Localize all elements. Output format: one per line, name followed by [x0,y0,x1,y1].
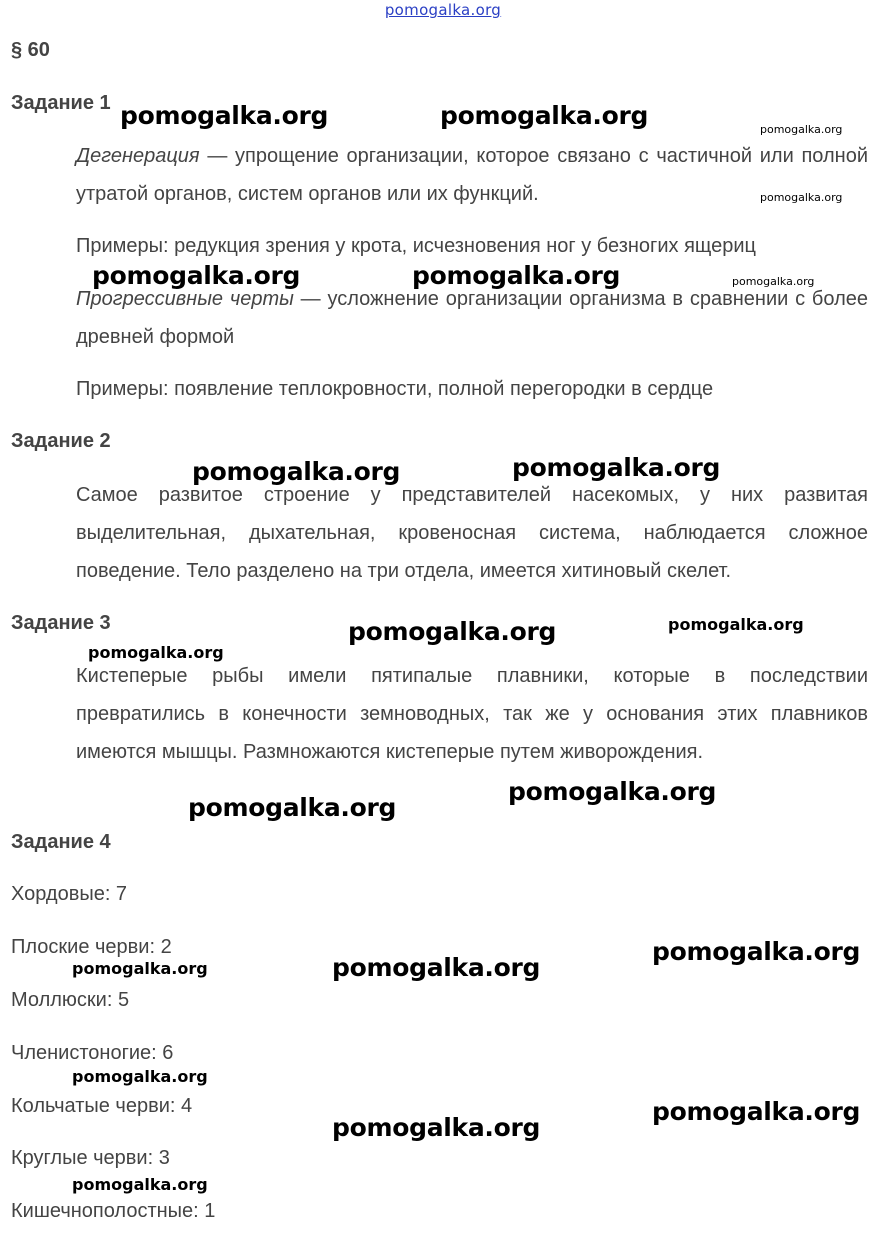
section-title: § 60 [11,39,50,61]
task-1-heading: Задание 1 [11,92,111,114]
list-item-mollusks: Моллюски: 5 [11,989,130,1011]
watermark: pomogalka.org [88,643,224,662]
watermark: pomogalka.org [120,101,329,130]
degeneration-text: — упрощение организации, которое связано с частичной или полной утратой органов, систем органов или их функций. [76,145,868,205]
watermark: pomogalka.org [188,793,397,822]
task-1-examples-progressive: Примеры: появление теплокровности, полной перегородки в сердце [76,378,714,400]
watermark: pomogalka.org [72,1067,208,1086]
watermark: pomogalka.org [72,959,208,978]
task-3-text: Кистеперые рыбы имели пятипалые плавники, которые в последствии превратились в конечности земноводных, так же у основания этих плавников имеются мышцы. Размножаются кистеперые путем живорождения. [76,665,868,763]
watermark: pomogalka.org [412,261,621,290]
watermark: pomogalka.org [72,1175,208,1194]
watermark: pomogalka.org [508,777,717,806]
list-item-arthropods: Членистоногие: 6 [11,1042,174,1064]
progressive-term: Прогрессивные черты [76,288,294,310]
watermark: pomogalka.org [440,101,649,130]
task-1-examples-degeneration: Примеры: редукция зрения у крота, исчезновения ног у безногих ящериц [76,235,756,257]
list-item-roundworms: Круглые черви: 3 [11,1147,170,1169]
progressive-text: — усложнение организации организма в сравнении с более древней формой [76,288,868,348]
watermark: pomogalka.org [512,453,721,482]
watermark: pomogalka.org [760,123,843,136]
watermark: pomogalka.org [192,457,401,486]
task-4-heading: Задание 4 [11,831,111,853]
task-1-definition-progressive [76,280,868,356]
degeneration-term: Дегенерация [76,145,200,167]
watermark: pomogalka.org [332,1113,541,1142]
task-3-heading: Задание 3 [11,612,111,634]
list-item-flatworms: Плоские черви: 2 [11,936,172,958]
watermark: pomogalka.org [668,615,804,634]
watermark: pomogalka.org [332,953,541,982]
list-item-coelenterates: Кишечнополостные: 1 [11,1200,216,1222]
list-item-chordates: Хордовые: 7 [11,883,128,905]
list-item-annelids: Кольчатые черви: 4 [11,1095,193,1117]
watermark: pomogalka.org [652,1097,861,1126]
task-1-definition-degeneration [76,137,868,213]
task-2-heading: Задание 2 [11,430,111,452]
watermark: pomogalka.org [732,275,815,288]
watermark: pomogalka.org [348,617,557,646]
watermark: pomogalka.org [760,191,843,204]
watermark: pomogalka.org [652,937,861,966]
site-header-link[interactable]: pomogalka.org [384,1,502,19]
watermark: pomogalka.org [92,261,301,290]
task-2-text: Самое развитое строение у представителей насекомых, у них развитая выделительная, дыхательная, кровеносная система, наблюдается сложное поведение. Тело разделено на три отдела, имеется хитиновый скелет. [76,484,868,582]
